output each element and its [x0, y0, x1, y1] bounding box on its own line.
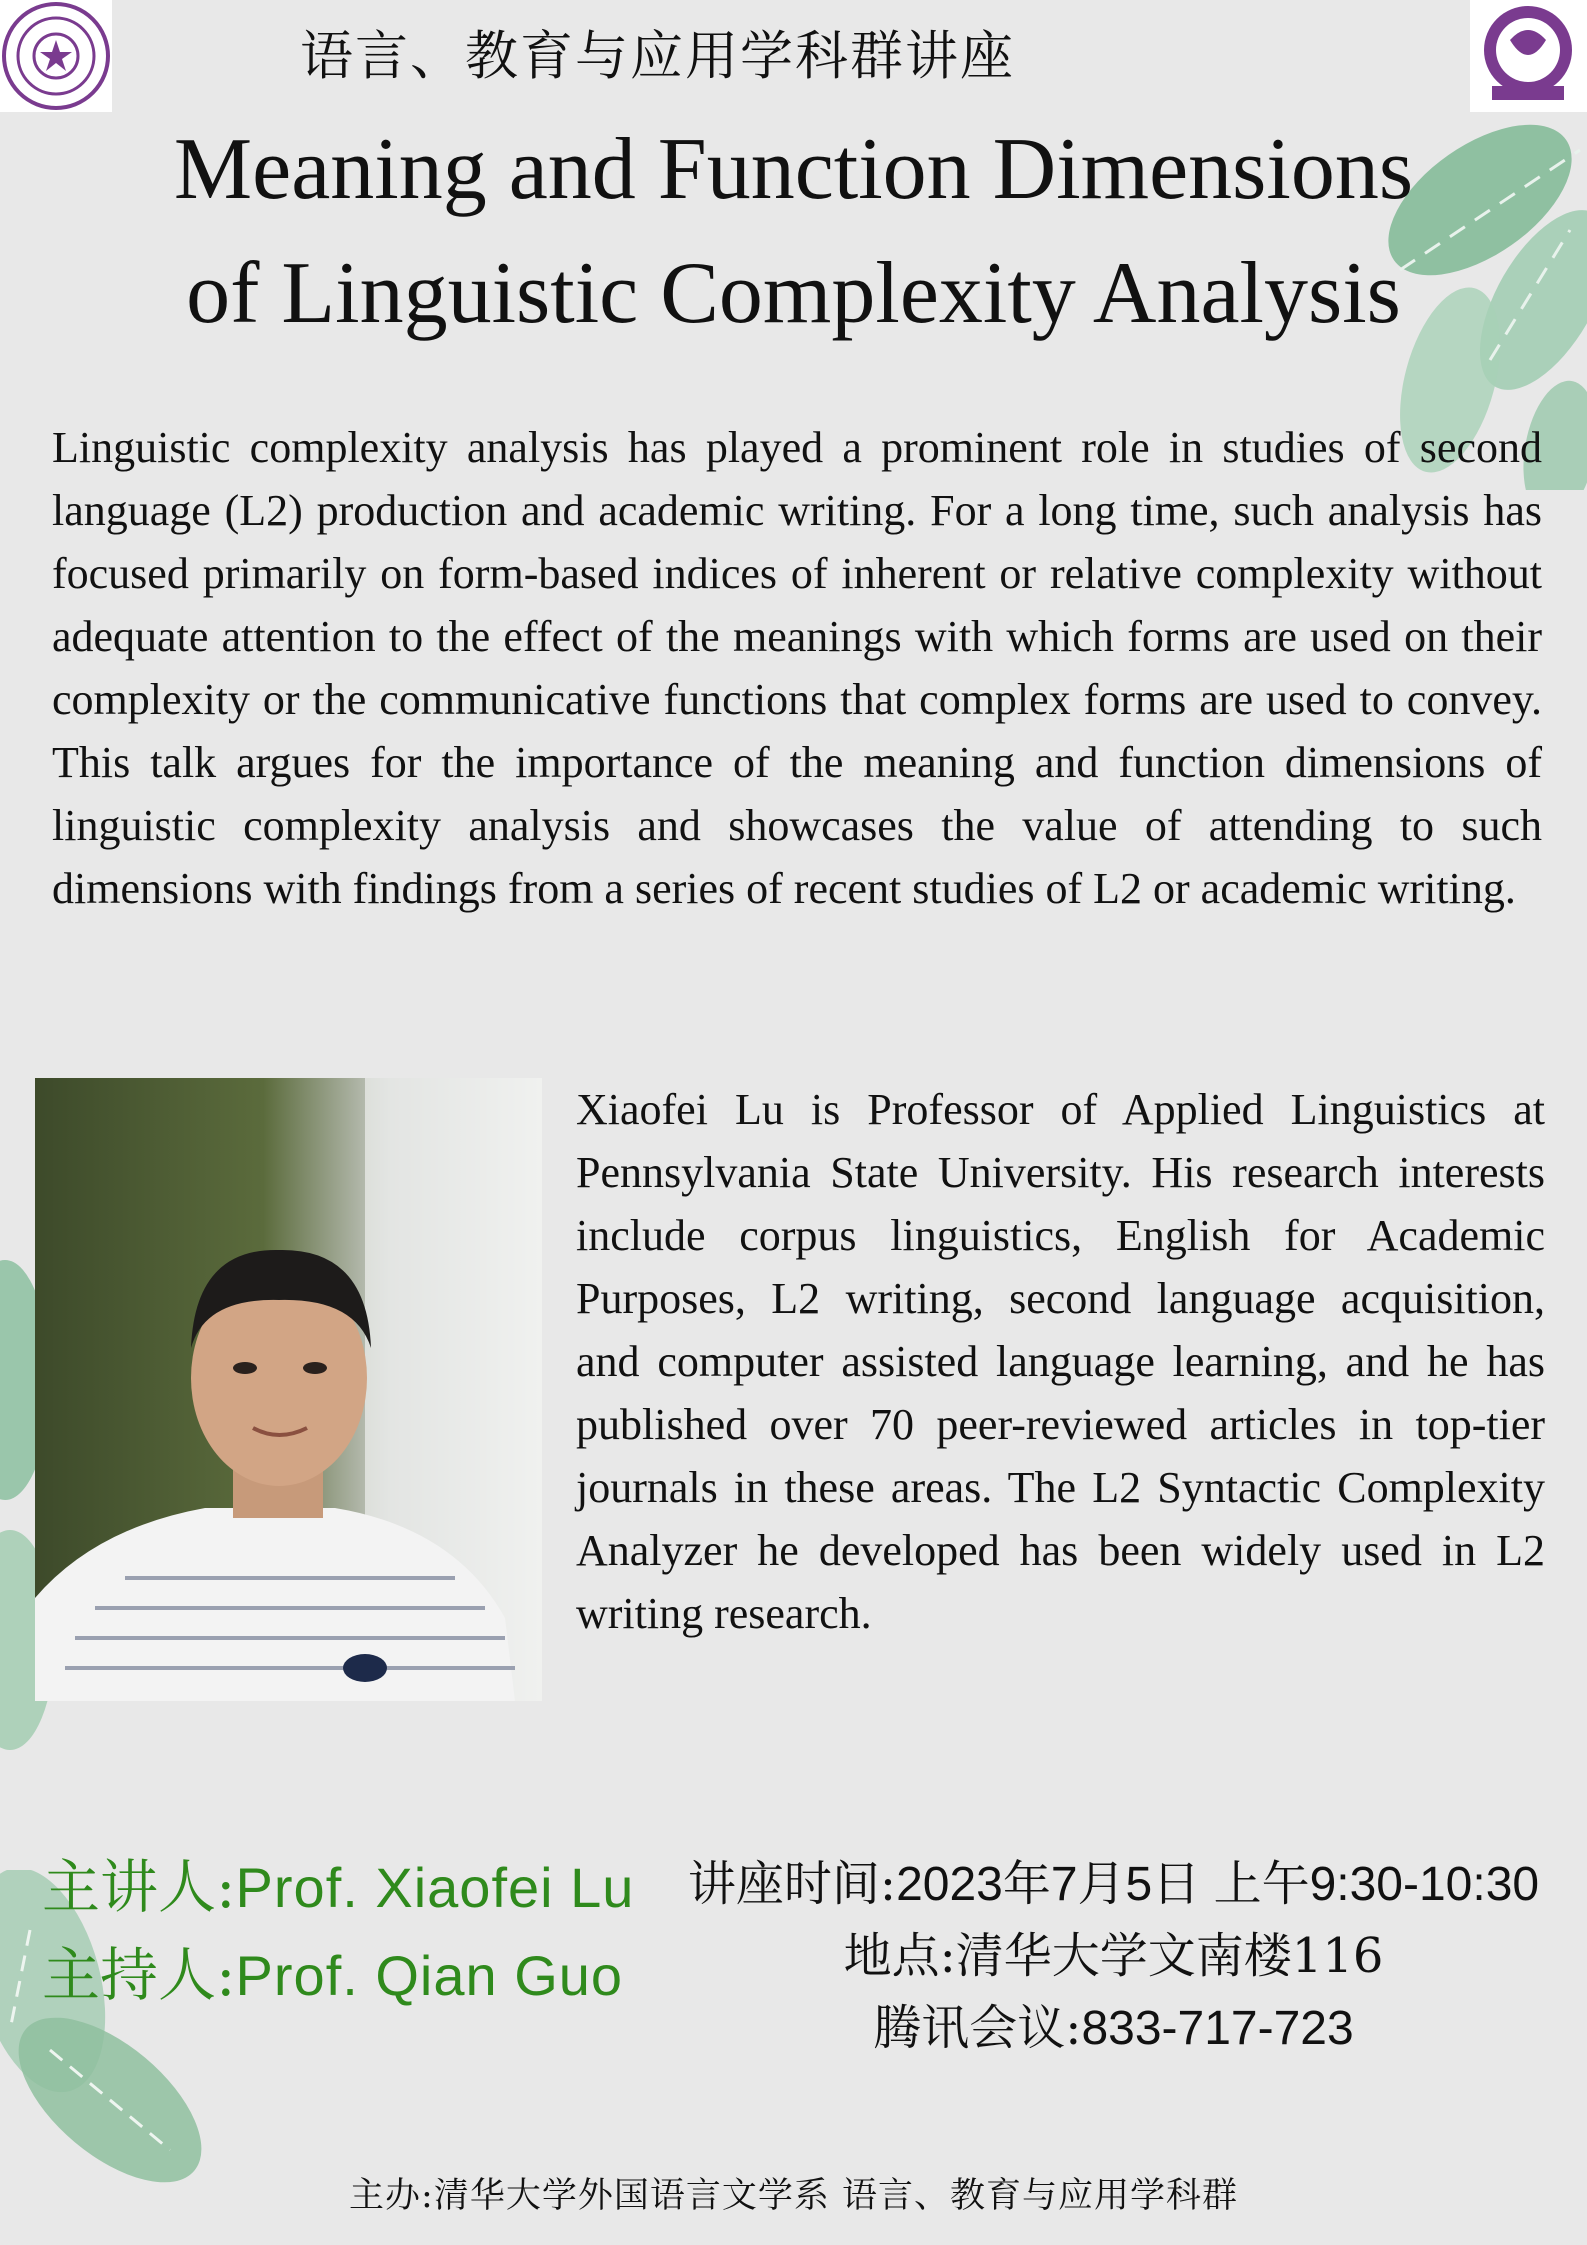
- tencent-meeting: [640, 1989, 1587, 2058]
- speaker-bio: Xiaofei Lu is Professor of Applied Linguistics at Pennsylvania State University. His research interests include corpus linguistics, English for Academic Purposes, L2 writing, second language acquisition, and computer assisted language learning, and he has published over 70 peer-reviewed articles in top-tier journals in these areas. The L2 Syntactic Complexity Analyzer he developed has been widely used in L2 writing research.: [576, 1085, 1545, 1638]
- host-line: [42, 1928, 623, 2012]
- meeting-label: 腾讯会议:: [873, 2000, 1082, 2056]
- series-title: 语言、教育与应用学科群讲座: [300, 26, 1015, 87]
- meeting-value: 833-717-723: [1081, 2002, 1354, 2055]
- page-title: [60, 108, 1527, 356]
- foreign-languages-dept-logo-icon: [1470, 0, 1587, 112]
- time-value: 2023年7月5日 上午9:30-10:30: [896, 1858, 1540, 1911]
- time-label: 讲座时间:: [687, 1856, 897, 1912]
- title-line-1: Meaning and Function Dimensions: [173, 121, 1414, 218]
- organizer-line: 主办:清华大学外国语言文学系 语言、教育与应用学科群: [349, 2176, 1238, 2216]
- speaker-name: Prof. Xiaofei Lu: [235, 1856, 635, 1919]
- speaker-photo: [35, 1078, 542, 1701]
- host-name: Prof. Qian Guo: [235, 1944, 624, 2007]
- title-line-2: of Linguistic Complexity Analysis: [186, 245, 1401, 342]
- place-label: 地点:: [843, 1928, 956, 1984]
- speaker-label: 主讲人:: [42, 1853, 236, 1921]
- abstract-text: Linguistic complexity analysis has played a prominent role in studies of second language (L2) production and academic writing. For a long time, such analysis has focused primarily on form-based indices of inherent or relative complexity without adequate attention to the effect of the meanings with which forms are used on their complexity or the communicative functions that complex forms are used to convey. This talk argues for the importance of the meaning and function dimensions of linguistic complexity analysis and showcases the value of attending to such dimensions with findings from a series of recent studies of L2 or academic writing.: [52, 423, 1542, 913]
- lecture-time: [640, 1845, 1587, 1914]
- place-value: 清华大学文南楼116: [955, 1928, 1384, 1984]
- host-label: 主持人:: [42, 1941, 236, 2009]
- speaker-line: [42, 1840, 634, 1924]
- lecture-place: [640, 1917, 1587, 1986]
- tsinghua-university-seal-icon: [0, 0, 112, 112]
